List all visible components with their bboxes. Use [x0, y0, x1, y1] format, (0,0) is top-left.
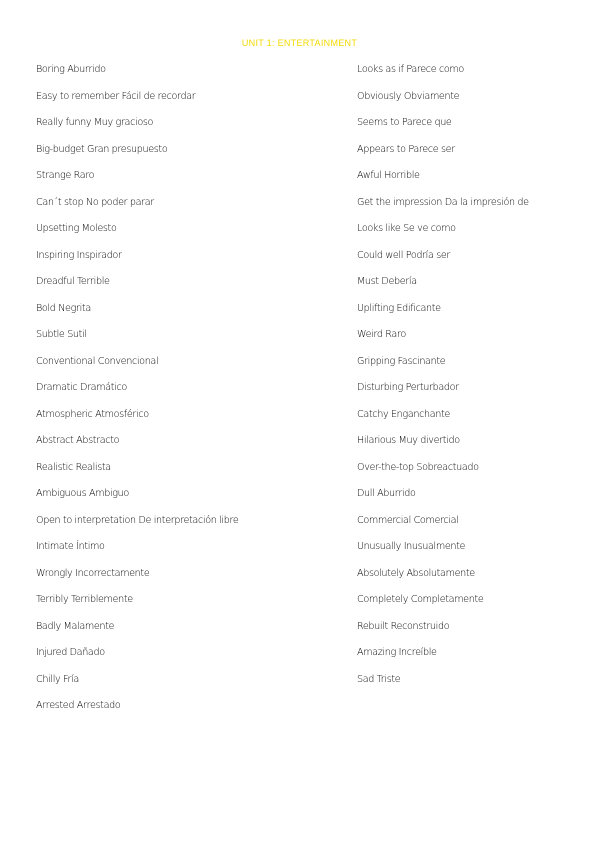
- vocabulary-entry: Conventional Convencional: [36, 355, 159, 367]
- vocabulary-entry: Commercial Comercial: [357, 514, 459, 526]
- vocabulary-entry: Arrested Arrestado: [36, 700, 121, 711]
- vocabulary-entry: Catchy Enganchante: [357, 408, 450, 420]
- vocabulary-entry: Ambiguous Ambiguo: [36, 488, 129, 499]
- vocabulary-entry: Atmospheric Atmosférico: [36, 408, 149, 420]
- vocabulary-entry: Gripping Fascinante: [357, 355, 446, 367]
- vocabulary-entry: Unusually Inusualmente: [357, 541, 466, 552]
- vocabulary-entry: Awful Horrible: [357, 170, 420, 181]
- vocabulary-entry: Can´t stop No poder parar: [36, 196, 154, 208]
- left-vocabulary-column: [36, 61, 336, 724]
- vocabulary-entry: Terribly Terriblemente: [36, 594, 133, 605]
- vocabulary-entry: Easy to remember Fácil de recordar: [36, 90, 196, 102]
- vocabulary-entry: Absolutely Absolutamente: [357, 567, 475, 579]
- vocabulary-entry: Weird Raro: [357, 329, 406, 340]
- vocabulary-entry: Dull Aburrido: [357, 488, 416, 499]
- vocabulary-entry: Realistic Realista: [36, 461, 111, 473]
- vocabulary-entry: Disturbing Perturbador: [357, 382, 459, 393]
- vocabulary-entry: Rebuilt Reconstruido: [357, 620, 450, 632]
- vocabulary-entry: Injured Dañado: [36, 647, 105, 658]
- vocabulary-entry: Inspiring Inspirador: [36, 249, 122, 261]
- vocabulary-entry: Over-the-top Sobreactuado: [357, 461, 479, 473]
- vocabulary-entry: Sad Triste: [357, 673, 401, 685]
- vocabulary-entry: Badly Malamente: [36, 620, 115, 632]
- vocabulary-entry: Dreadful Terrible: [36, 276, 110, 287]
- vocabulary-entry: Uplifting Edificante: [357, 302, 441, 314]
- vocabulary-entry: Really funny Muy gracioso: [36, 117, 154, 128]
- vocabulary-entry: Looks as if Parece como: [357, 64, 464, 75]
- right-vocabulary-column: [357, 61, 587, 697]
- vocabulary-entry: Bold Negrita: [36, 302, 91, 314]
- vocabulary-entry: Upsetting Molesto: [36, 223, 117, 234]
- vocabulary-entry: Seems to Parece que: [357, 117, 452, 128]
- vocabulary-entry: Obviously Obviamente: [357, 90, 460, 102]
- page-title: UNIT 1: ENTERTAINMENT: [241, 38, 358, 48]
- vocabulary-entry: Strange Raro: [36, 170, 95, 181]
- vocabulary-entry: Dramatic Dramático: [36, 382, 127, 393]
- vocabulary-entry: Subtle Sutil: [36, 329, 87, 340]
- vocabulary-entry: Completely Completamente: [357, 594, 484, 605]
- vocabulary-entry: Boring Aburrido: [36, 64, 106, 75]
- vocabulary-entry: Wrongly Incorrectamente: [36, 567, 150, 579]
- vocabulary-entry: Open to interpretation De interpretación libre: [36, 514, 239, 526]
- vocabulary-entry: Hilarious Muy divertido: [357, 435, 460, 446]
- vocabulary-entry: Could well Podría ser: [357, 249, 451, 261]
- vocabulary-entry: Appears to Parece ser: [357, 143, 455, 155]
- vocabulary-entry: Get the impression Da la impresión de: [357, 196, 529, 208]
- vocabulary-entry: Abstract Abstracto: [36, 435, 120, 446]
- vocabulary-entry: Big-budget Gran presupuesto: [36, 143, 168, 155]
- vocabulary-entry: Amazing Increíble: [357, 647, 437, 658]
- vocabulary-entry: Must Debería: [357, 276, 417, 287]
- vocabulary-entry: Chilly Fría: [36, 673, 79, 685]
- vocabulary-entry: Looks like Se ve como: [357, 223, 456, 234]
- vocabulary-entry: Intimate Íntimo: [36, 541, 105, 552]
